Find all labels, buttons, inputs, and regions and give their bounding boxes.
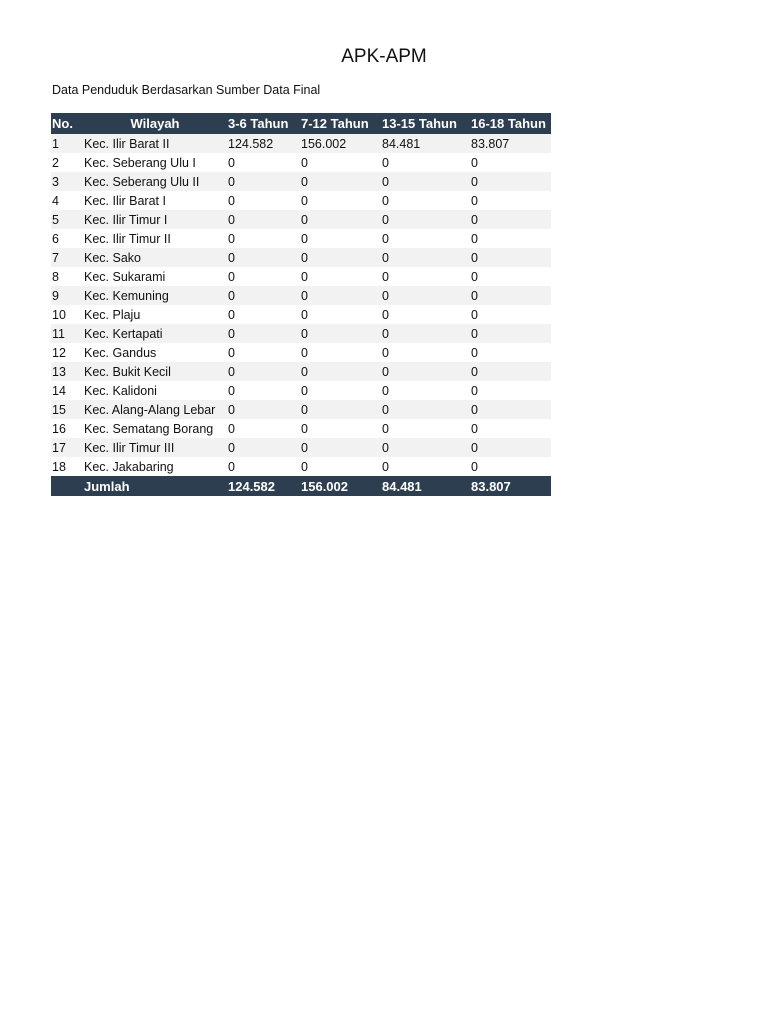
cell-no: 2 — [51, 153, 83, 172]
cell-wilayah: Kec. Sematang Borang — [83, 419, 227, 438]
footer-empty-cell — [51, 476, 83, 496]
cell-wilayah: Kec. Sukarami — [83, 267, 227, 286]
cell-16-18-tahun: 83.807 — [470, 134, 551, 153]
cell-3-6-tahun: 0 — [227, 362, 300, 381]
cell-13-15-tahun: 0 — [381, 286, 470, 305]
cell-13-15-tahun: 0 — [381, 362, 470, 381]
page-subtitle: Data Penduduk Berdasarkan Sumber Data Final — [52, 83, 321, 97]
cell-7-12-tahun: 0 — [300, 381, 381, 400]
cell-no: 15 — [51, 400, 83, 419]
table-header-row — [51, 113, 551, 134]
table-body — [51, 134, 551, 476]
cell-16-18-tahun: 0 — [470, 362, 551, 381]
cell-3-6-tahun: 0 — [227, 324, 300, 343]
cell-7-12-tahun: 156.002 — [300, 134, 381, 153]
cell-7-12-tahun: 0 — [300, 362, 381, 381]
cell-7-12-tahun: 0 — [300, 324, 381, 343]
cell-3-6-tahun: 0 — [227, 153, 300, 172]
cell-3-6-tahun: 0 — [227, 400, 300, 419]
cell-7-12-tahun: 0 — [300, 248, 381, 267]
header-wilayah: Wilayah — [83, 113, 227, 134]
cell-wilayah: Kec. Ilir Barat II — [83, 134, 227, 153]
cell-13-15-tahun: 0 — [381, 343, 470, 362]
cell-7-12-tahun: 0 — [300, 305, 381, 324]
cell-13-15-tahun: 0 — [381, 457, 470, 476]
table-row — [51, 362, 551, 381]
cell-16-18-tahun: 0 — [470, 286, 551, 305]
cell-13-15-tahun: 0 — [381, 172, 470, 191]
table-row — [51, 229, 551, 248]
cell-wilayah: Kec. Ilir Barat I — [83, 191, 227, 210]
cell-wilayah: Kec. Sako — [83, 248, 227, 267]
cell-no: 11 — [51, 324, 83, 343]
cell-3-6-tahun: 0 — [227, 438, 300, 457]
cell-no: 12 — [51, 343, 83, 362]
table-row — [51, 267, 551, 286]
cell-16-18-tahun: 0 — [470, 419, 551, 438]
cell-no: 8 — [51, 267, 83, 286]
cell-no: 10 — [51, 305, 83, 324]
table-footer-row — [51, 476, 551, 496]
table-row — [51, 438, 551, 457]
cell-wilayah: Kec. Seberang Ulu I — [83, 153, 227, 172]
cell-no: 16 — [51, 419, 83, 438]
cell-wilayah: Kec. Kemuning — [83, 286, 227, 305]
header-13-15-tahun: 13-15 Tahun — [381, 113, 470, 134]
cell-3-6-tahun: 0 — [227, 267, 300, 286]
cell-3-6-tahun: 0 — [227, 286, 300, 305]
cell-7-12-tahun: 0 — [300, 153, 381, 172]
cell-13-15-tahun: 0 — [381, 305, 470, 324]
footer-total-13-15: 84.481 — [381, 476, 470, 496]
cell-3-6-tahun: 0 — [227, 191, 300, 210]
cell-13-15-tahun: 0 — [381, 153, 470, 172]
cell-wilayah: Kec. Ilir Timur III — [83, 438, 227, 457]
cell-7-12-tahun: 0 — [300, 400, 381, 419]
cell-3-6-tahun: 0 — [227, 248, 300, 267]
cell-no: 9 — [51, 286, 83, 305]
cell-wilayah: Kec. Bukit Kecil — [83, 362, 227, 381]
cell-wilayah: Kec. Gandus — [83, 343, 227, 362]
cell-wilayah: Kec. Kertapati — [83, 324, 227, 343]
cell-16-18-tahun: 0 — [470, 172, 551, 191]
cell-no: 18 — [51, 457, 83, 476]
cell-16-18-tahun: 0 — [470, 305, 551, 324]
table-row — [51, 191, 551, 210]
cell-no: 7 — [51, 248, 83, 267]
footer-total-16-18: 83.807 — [470, 476, 551, 496]
cell-7-12-tahun: 0 — [300, 267, 381, 286]
cell-3-6-tahun: 0 — [227, 381, 300, 400]
header-no: No. — [51, 113, 83, 134]
cell-16-18-tahun: 0 — [470, 210, 551, 229]
cell-7-12-tahun: 0 — [300, 438, 381, 457]
table-row — [51, 172, 551, 191]
cell-3-6-tahun: 0 — [227, 229, 300, 248]
cell-13-15-tahun: 0 — [381, 248, 470, 267]
footer-total-3-6: 124.582 — [227, 476, 300, 496]
cell-no: 5 — [51, 210, 83, 229]
page-title: APK-APM — [341, 46, 427, 67]
table-row — [51, 153, 551, 172]
cell-13-15-tahun: 84.481 — [381, 134, 470, 153]
cell-7-12-tahun: 0 — [300, 286, 381, 305]
cell-no: 1 — [51, 134, 83, 153]
cell-13-15-tahun: 0 — [381, 191, 470, 210]
cell-13-15-tahun: 0 — [381, 438, 470, 457]
footer-total-7-12: 156.002 — [300, 476, 381, 496]
cell-3-6-tahun: 0 — [227, 343, 300, 362]
cell-wilayah: Kec. Ilir Timur I — [83, 210, 227, 229]
cell-no: 3 — [51, 172, 83, 191]
cell-wilayah: Kec. Seberang Ulu II — [83, 172, 227, 191]
footer-label: Jumlah — [83, 476, 227, 496]
cell-wilayah: Kec. Kalidoni — [83, 381, 227, 400]
cell-wilayah: Kec. Plaju — [83, 305, 227, 324]
cell-13-15-tahun: 0 — [381, 210, 470, 229]
cell-16-18-tahun: 0 — [470, 248, 551, 267]
cell-13-15-tahun: 0 — [381, 267, 470, 286]
cell-7-12-tahun: 0 — [300, 419, 381, 438]
table-row — [51, 381, 551, 400]
table-row — [51, 286, 551, 305]
cell-wilayah: Kec. Jakabaring — [83, 457, 227, 476]
cell-16-18-tahun: 0 — [470, 267, 551, 286]
cell-16-18-tahun: 0 — [470, 343, 551, 362]
cell-16-18-tahun: 0 — [470, 153, 551, 172]
cell-16-18-tahun: 0 — [470, 191, 551, 210]
cell-16-18-tahun: 0 — [470, 400, 551, 419]
cell-7-12-tahun: 0 — [300, 210, 381, 229]
header-16-18-tahun: 16-18 Tahun — [470, 113, 551, 134]
cell-16-18-tahun: 0 — [470, 457, 551, 476]
cell-3-6-tahun: 0 — [227, 419, 300, 438]
table-row — [51, 210, 551, 229]
cell-7-12-tahun: 0 — [300, 457, 381, 476]
table-row — [51, 400, 551, 419]
cell-7-12-tahun: 0 — [300, 191, 381, 210]
cell-no: 17 — [51, 438, 83, 457]
cell-no: 4 — [51, 191, 83, 210]
cell-wilayah: Kec. Ilir Timur II — [83, 229, 227, 248]
cell-no: 14 — [51, 381, 83, 400]
cell-wilayah: Kec. Alang-Alang Lebar — [83, 400, 227, 419]
cell-16-18-tahun: 0 — [470, 438, 551, 457]
table-row — [51, 457, 551, 476]
cell-3-6-tahun: 0 — [227, 305, 300, 324]
table-row — [51, 305, 551, 324]
cell-16-18-tahun: 0 — [470, 324, 551, 343]
table-row — [51, 134, 551, 153]
cell-no: 13 — [51, 362, 83, 381]
table-row — [51, 248, 551, 267]
cell-13-15-tahun: 0 — [381, 229, 470, 248]
table-row — [51, 419, 551, 438]
cell-16-18-tahun: 0 — [470, 229, 551, 248]
table-row — [51, 324, 551, 343]
population-table — [51, 113, 551, 496]
table-row — [51, 343, 551, 362]
cell-7-12-tahun: 0 — [300, 343, 381, 362]
cell-13-15-tahun: 0 — [381, 381, 470, 400]
cell-no: 6 — [51, 229, 83, 248]
cell-7-12-tahun: 0 — [300, 172, 381, 191]
cell-13-15-tahun: 0 — [381, 419, 470, 438]
cell-3-6-tahun: 0 — [227, 457, 300, 476]
header-7-12-tahun: 7-12 Tahun — [300, 113, 381, 134]
header-3-6-tahun: 3-6 Tahun — [227, 113, 300, 134]
cell-3-6-tahun: 0 — [227, 210, 300, 229]
cell-13-15-tahun: 0 — [381, 324, 470, 343]
cell-3-6-tahun: 124.582 — [227, 134, 300, 153]
cell-16-18-tahun: 0 — [470, 381, 551, 400]
cell-13-15-tahun: 0 — [381, 400, 470, 419]
cell-3-6-tahun: 0 — [227, 172, 300, 191]
cell-7-12-tahun: 0 — [300, 229, 381, 248]
